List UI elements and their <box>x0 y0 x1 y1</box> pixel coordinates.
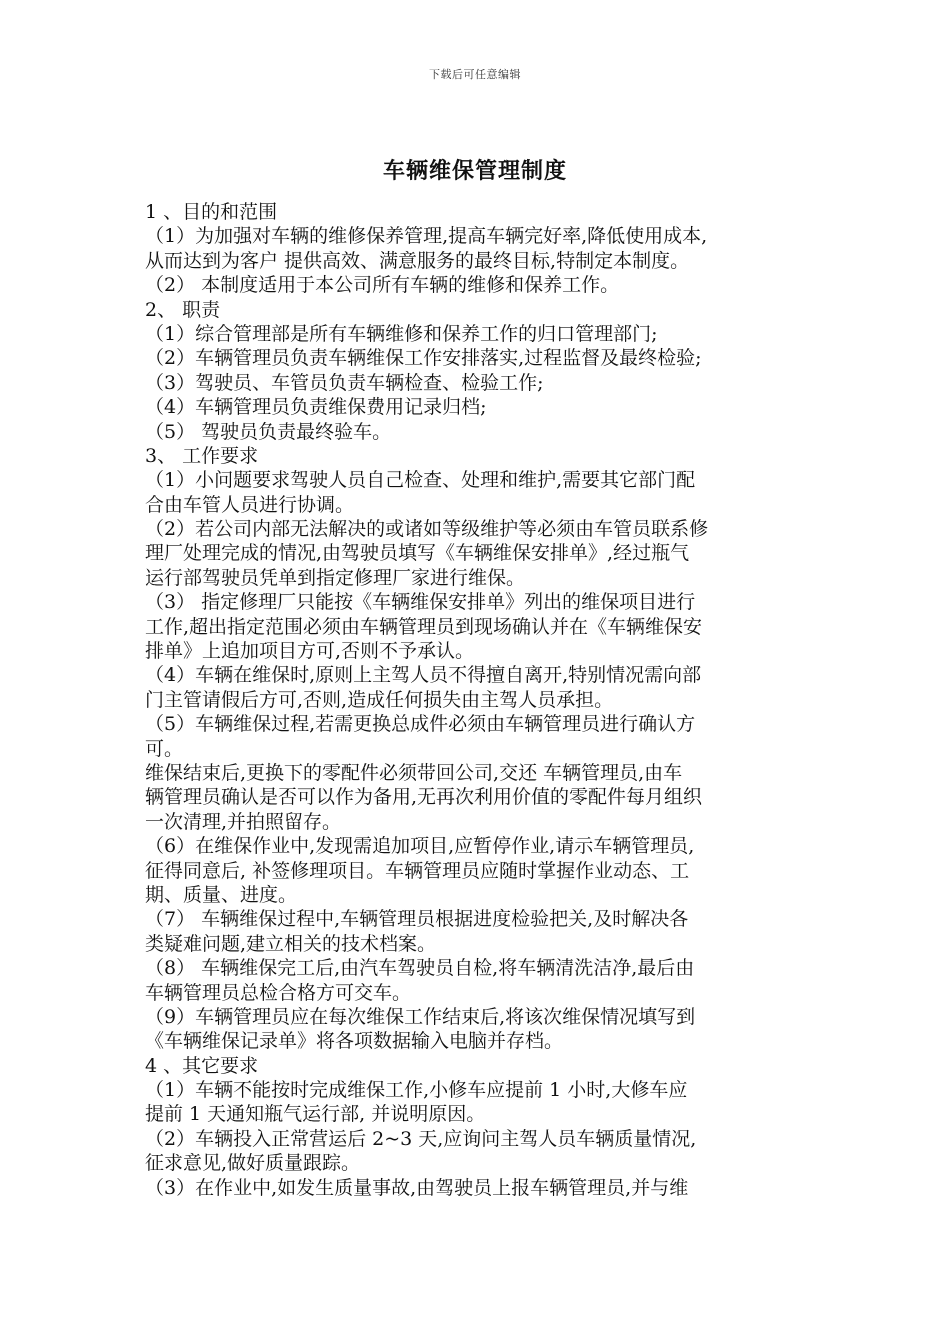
text-line: （7） 车辆维保过程中,车辆管理员根据进度检验把关,及时解决各 <box>145 908 689 931</box>
text-line: （5）车辆维保过程,若需更换总成件必须由车辆管理员进行确认方 <box>145 713 696 736</box>
text-line: （9）车辆管理员应在每次维保工作结束后,将该次维保情况填写到 <box>145 1005 696 1028</box>
text-line: 征得同意后, 补签修理项目。车辆管理员应随时掌握作业动态、工 <box>145 859 690 882</box>
text-line: 工作,超出指定范围必须由车辆管理员到现场确认并在《车辆维保安 <box>145 615 703 638</box>
text-line: （4）车辆在维保时,原则上主驾人员不得擅自离开,特别情况需向部 <box>145 664 702 687</box>
text-line: （3）在作业中,如发生质量事故,由驾驶员上报车辆管理员,并与维 <box>145 1176 689 1199</box>
page-title: 车辆维保管理制度 <box>382 159 567 184</box>
text-line: （1）车辆不能按时完成维保工作,小修车应提前 1 小时,大修车应 <box>145 1079 688 1102</box>
text-line: （6）在维保作业中,发现需追加项目,应暂停作业,请示车辆管理员, <box>145 835 695 858</box>
text-line: （8） 车辆维保完工后,由汽车驾驶员自检,将车辆清洗洁净,最后由 <box>145 957 695 980</box>
text-line: 征求意见,做好质量跟踪。 <box>145 1152 361 1175</box>
text-line: 类疑难问题,建立相关的技术档案。 <box>145 932 437 955</box>
text-line: （1）综合管理部是所有车辆维修和保养工作的归口管理部门; <box>145 322 658 345</box>
text-line: （4）车辆管理员负责维保费用记录归档; <box>145 396 487 419</box>
text-line: 4 、其它要求 <box>145 1054 259 1077</box>
text-line: 《车辆维保记录单》将各项数据输入电脑并存档。 <box>145 1030 564 1053</box>
text-line: （1）小问题要求驾驶人员自己检查、处理和维护,需要其它部门配 <box>145 469 696 492</box>
text-line: 运行部驾驶员凭单到指定修理厂家进行维保。 <box>145 566 526 589</box>
text-line: 1 、目的和范围 <box>145 201 278 223</box>
text-line: 排单》上追加项目方可,否则不予承认。 <box>145 640 475 663</box>
text-line: 2、 职责 <box>145 298 221 321</box>
text-line: 一次清理,并拍照留存。 <box>145 810 342 833</box>
text-line: 合由车管人员进行协调。 <box>145 493 355 516</box>
text-line: 维保结束后,更换下的零配件必须带回公司,交还 车辆管理员,由车 <box>145 761 683 784</box>
header-note: 下载后可任意编辑 <box>429 68 521 81</box>
text-line: 期、质量、进度。 <box>145 883 298 906</box>
text-line: 3、 工作要求 <box>145 444 259 467</box>
text-line: 辆管理员确认是否可以作为备用,无再次利用价值的零配件每月组织 <box>145 786 703 809</box>
text-line: （3）驾驶员、车管员负责车辆检查、检验工作; <box>145 371 544 394</box>
text-line: 提前 1 天通知瓶气运行部, 并说明原因。 <box>145 1103 486 1126</box>
text-line: 可。 <box>145 737 184 760</box>
text-line: （2） 本制度适用于本公司所有车辆的维修和保养工作。 <box>145 274 620 297</box>
text-line: （3） 指定修理厂只能按《车辆维保安排单》列出的维保项目进行 <box>145 591 696 614</box>
text-line: 车辆管理员总检合格方可交车。 <box>145 981 412 1004</box>
text-line: （2）车辆投入正常营运后 2~3 天,应询问主驾人员车辆质量情况, <box>145 1127 697 1150</box>
text-line: （1）为加强对车辆的维修保养管理,提高车辆完好率,降低使用成本, <box>145 225 708 248</box>
text-line: （5） 驾驶员负责最终验车。 <box>145 420 392 443</box>
text-line: （2）若公司内部无法解决的或诸如等级维护等必须由车管员联系修 <box>145 518 709 541</box>
text-line: （2）车辆管理员负责车辆维保工作安排落实,过程监督及最终检验; <box>145 347 702 370</box>
text-line: 理厂处理完成的情况,由驾驶员填写《车辆维保安排单》,经过瓶气 <box>145 542 690 565</box>
text-line: 从而达到为客户 提供高效、满意服务的最终目标,特制定本制度。 <box>145 249 690 272</box>
document-body <box>145 200 813 1200</box>
text-line: 门主管请假后方可,否则,造成任何损失由主驾人员承担。 <box>145 688 614 711</box>
